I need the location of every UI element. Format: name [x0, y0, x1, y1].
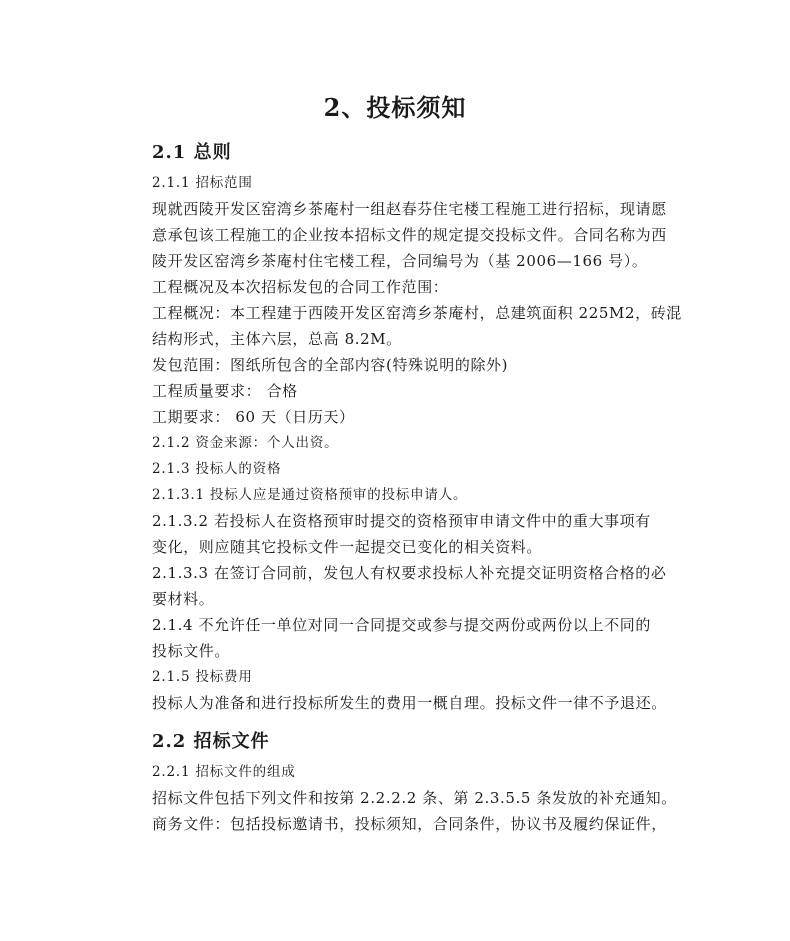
paragraph-line: 投标文件。 [152, 642, 231, 660]
paragraph-line: 要材料。 [152, 590, 215, 608]
section-heading-2-2: 2.2 招标文件 [152, 731, 270, 752]
paragraph-line: 发包范围：图纸所包含的全部内容(特殊说明的除外) [152, 356, 509, 374]
paragraph-line: 2.1.3.1 投标人应是通过资格预审的投标申请人。 [152, 487, 468, 503]
paragraph-line: 2.1.3.3 在签订合同前，发包人有权要求投标人补充提交证明资格合格的必 [152, 564, 667, 582]
paragraph-line: 商务文件：包括投标邀请书，投标须知，合同条件，协议书及履约保证件， [152, 815, 667, 833]
section-heading-2-1: 2.1 总则 [152, 142, 232, 163]
paragraph-line: 投标人为准备和进行投标所发生的费用一概自理。投标文件一律不予退还。 [152, 694, 667, 712]
paragraph-line: 2.1.3.2 若投标人在资格预审时提交的资格预审申请文件中的重大事项有 [152, 512, 651, 530]
paragraph-line: 工期要求： 60 天（日历天） [152, 408, 355, 426]
paragraph-line: 工程质量要求： 合格 [152, 382, 298, 400]
paragraph-line: 工程概况及本次招标发包的合同工作范围： [152, 278, 449, 296]
paragraph-line: 意承包该工程施工的企业按本招标文件的规定提交投标文件。合同名称为西 [152, 226, 667, 244]
paragraph-line: 工程概况：本工程建于西陵开发区窑湾乡茶庵村，总建筑面积 225M2，砖混 [152, 304, 682, 322]
paragraph-line: 2.1.3 投标人的资格 [152, 461, 282, 477]
paragraph-line: 2.1.4 不允许任一单位对同一合同提交或参与提交两份或两份以上不同的 [152, 616, 651, 634]
page-title: 2、投标须知 [323, 93, 467, 122]
paragraph-line: 变化，则应随其它投标文件一起提交已变化的相关资料。 [152, 538, 543, 556]
paragraph-line: 招标文件包括下列文件和按第 2.2.2.2 条、第 2.3.5.5 条发放的补充通知。 [152, 789, 677, 807]
paragraph-line: 结构形式，主体六层，总高 8.2M。 [152, 330, 402, 348]
paragraph-line: 2.1.1 招标范围 [152, 175, 253, 191]
paragraph-line: 2.1.2 资金来源：个人出资。 [152, 435, 339, 451]
paragraph-line: 2.2.1 招标文件的组成 [152, 764, 296, 780]
paragraph-line: 2.1.5 投标费用 [152, 669, 253, 685]
paragraph-line: 陵开发区窑湾乡茶庵村住宅楼工程，合同编号为（基 2006—166 号）。 [152, 252, 648, 270]
paragraph-line: 现就西陵开发区窑湾乡茶庵村一组赵春芬住宅楼工程施工进行招标，现请愿 [152, 200, 667, 218]
